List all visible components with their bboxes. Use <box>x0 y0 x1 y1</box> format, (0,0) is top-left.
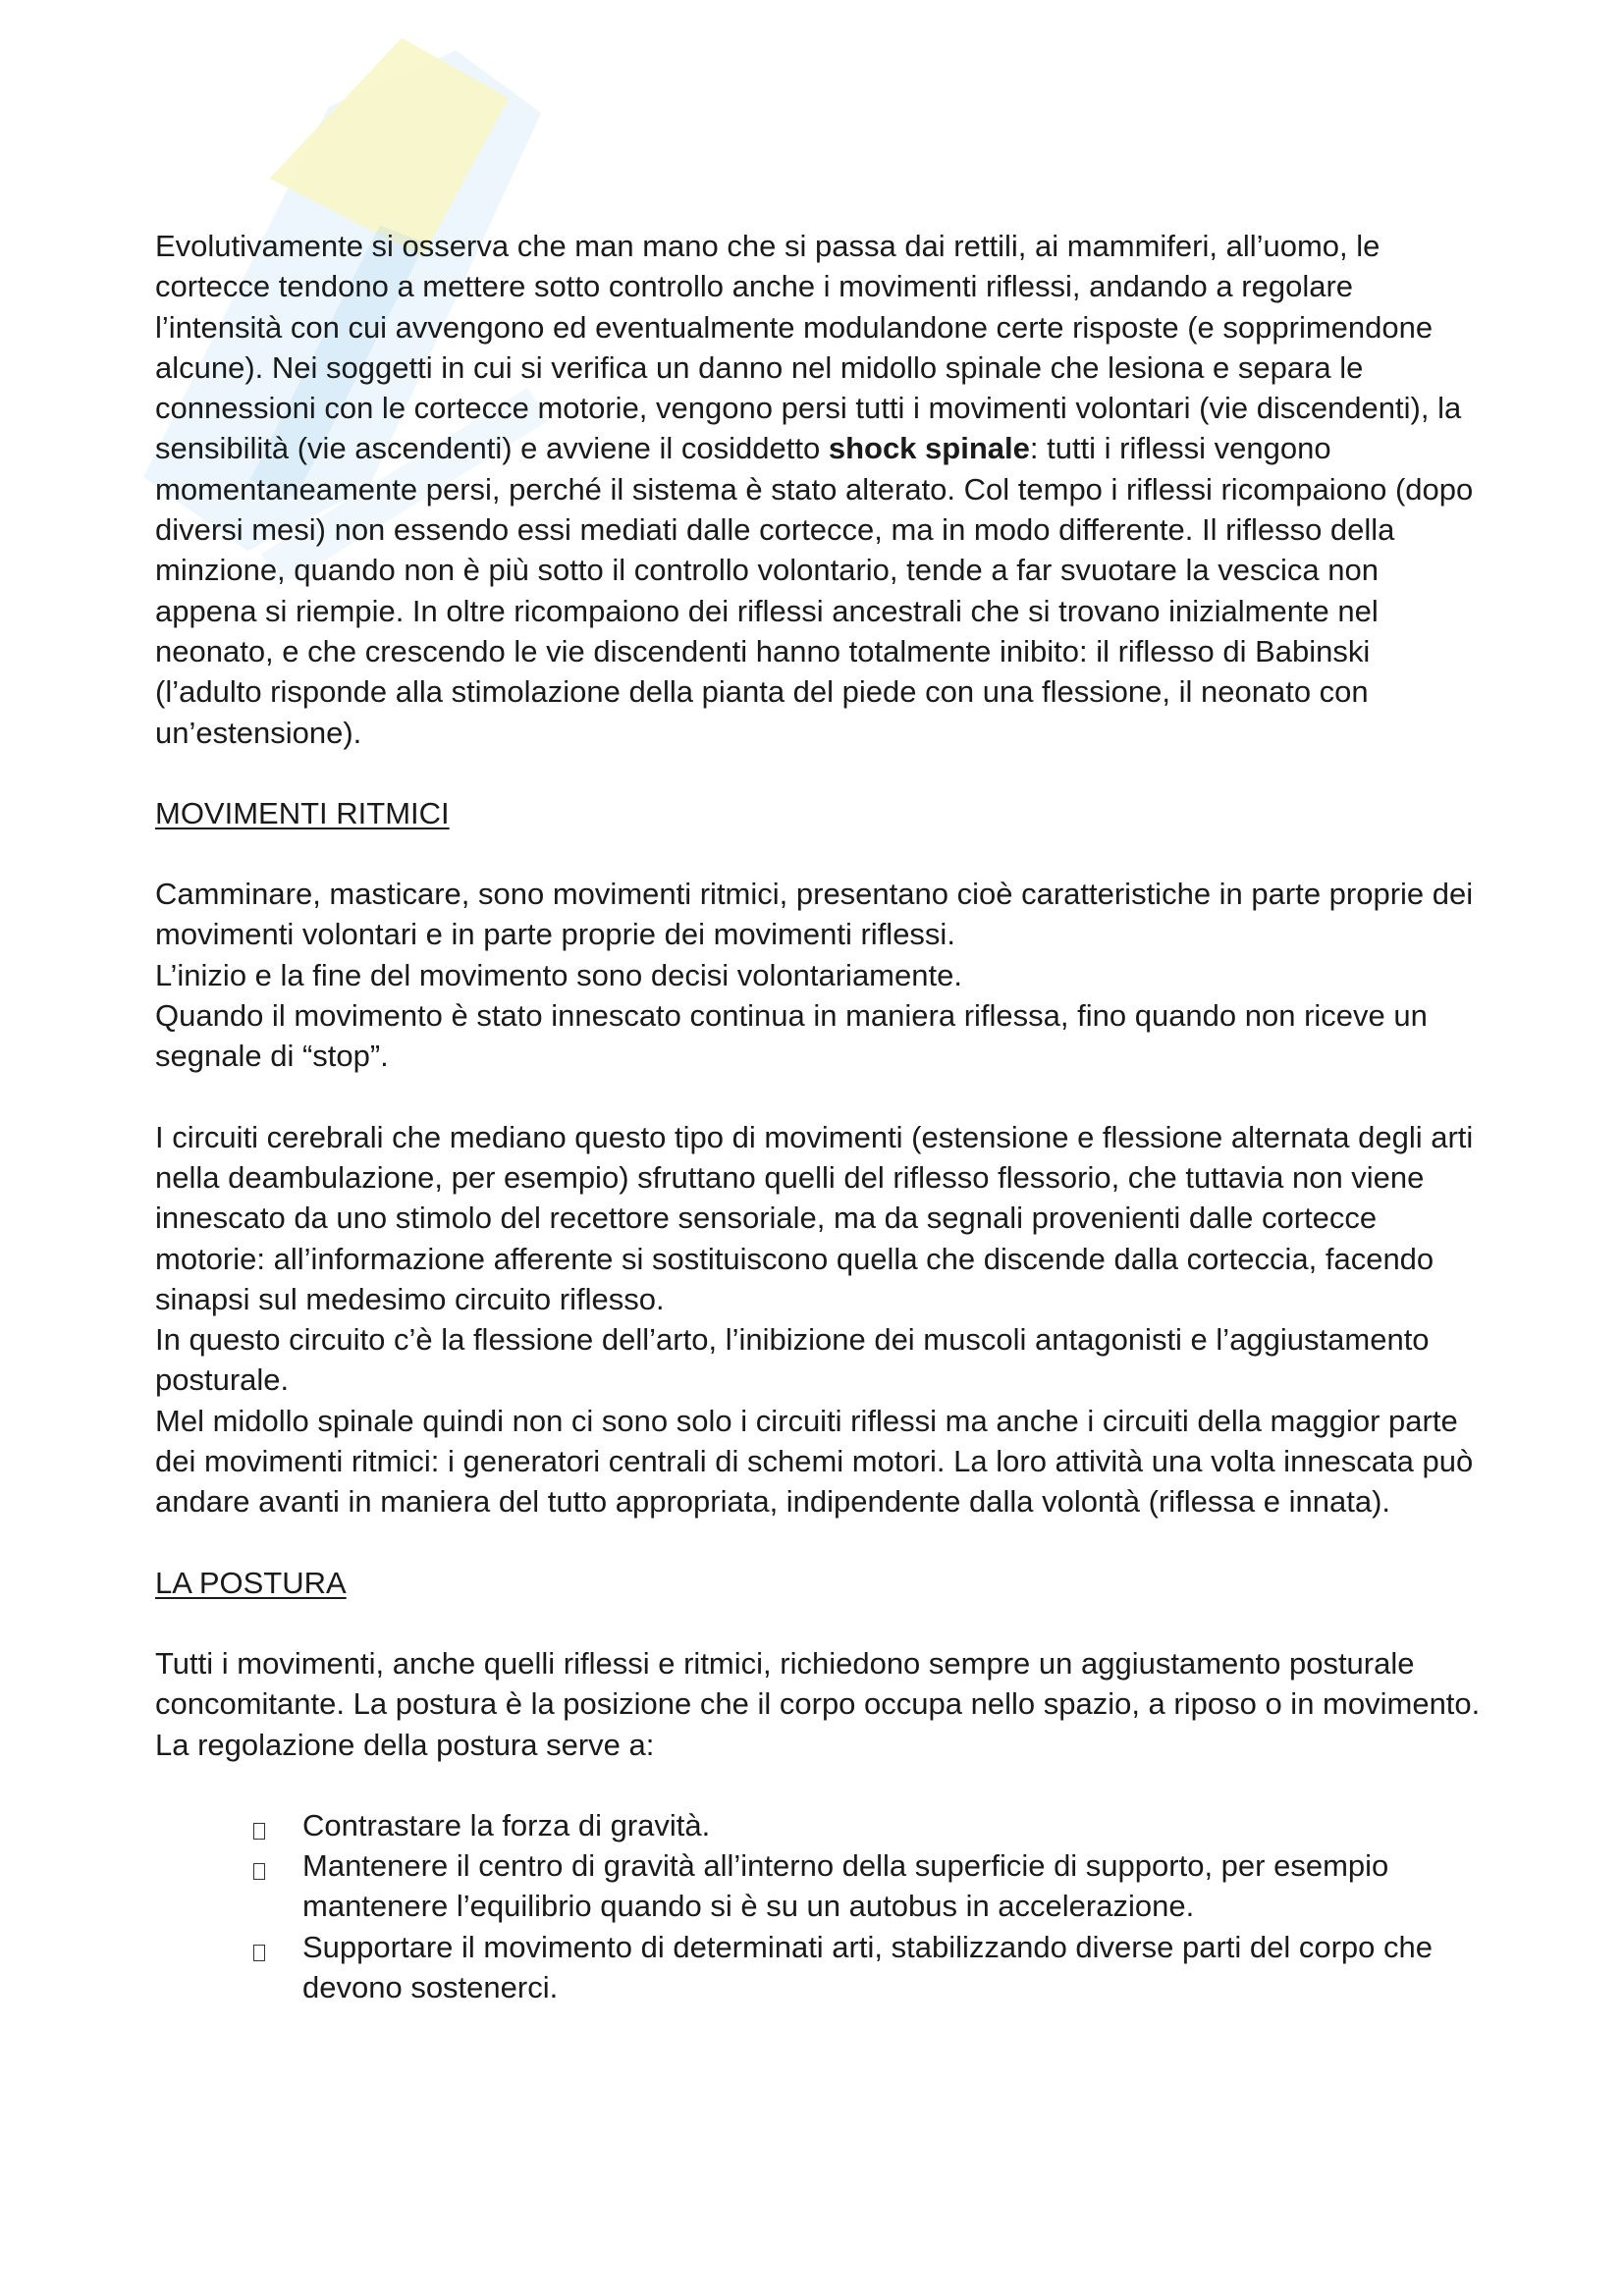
list-item <box>302 1845 1481 1927</box>
postura-bullet-list <box>155 1805 1481 2007</box>
list-item-text: Mantenere il centro di gravità all’interno della superficie di supporto, per esempio mantenere l’equilibrio quando si è su un autobus in accelerazione. <box>302 1848 1389 1924</box>
ritmici-paragraph-5: In questo circuito c’è la flessione dell’arto, l’inibizione dei muscoli antagonisti e l’aggiustamento posturale. <box>155 1322 1430 1398</box>
postura-paragraph-1: Tutti i movimenti, anche quelli riflessi e ritmici, richiedono sempre un aggiustamento posturale concomitante. La postura è la posizione che il corpo occupa nello spazio, a riposo o in movimento. <box>155 1645 1481 1722</box>
ritmici-paragraph-3: Quando il movimento è stato innescato continua in maniera riflessa, fino quando non riceve un segnale di “stop”. <box>155 998 1428 1074</box>
ritmici-paragraph-4: I circuiti cerebrali che mediano questo tipo di movimenti (estensione e flessione alternata degli arti nella deambulazione, per esempio) sfruttano quelli del riflesso flessorio, che tuttavia non viene innescato da uno stimolo del recettore sensoriale, ma da segnali provenienti dalle cortecce motorie: all’informazione afferente si sostituiscono quella che discende dalla corteccia, facendo sinapsi sul medesimo circuito riflesso. <box>155 1119 1474 1316</box>
document-page <box>155 226 1481 2007</box>
shock-spinale-term: shock spinale <box>828 431 1030 466</box>
heading-movimenti-ritmici: MOVIMENTI RITMICI <box>155 795 450 830</box>
intro-text-end: : tutti i riflessi vengono momentaneamente persi, perché il sistema è stato alterato. Col tempo i riflessi ricompaiono (dopo diversi mesi) non essendo essi mediati dalle cortecce, ma in modo differente. Il riflesso della minzione, quando non è più sotto il controllo volontario, tende a far svuotare la vescica non appena si riempie. In oltre ricompaiono dei riflessi ancestrali che si trovano inizialmente nel neonato, e che crescendo le vie discendenti hanno totalmente inibito: il riflesso di Babinski (l’adulto risponde alla stimolazione della pianta del piede con una flessione, il neonato con un’estensione). <box>155 431 1474 750</box>
list-item-text: Contrastare la forza di gravità. <box>302 1807 711 1842</box>
ritmici-paragraph-2: L’inizio e la fine del movimento sono decisi volontariamente. <box>155 957 962 992</box>
box-bullet-icon <box>253 1823 265 1840</box>
list-item-text: Supportare il movimento di determinati arti, stabilizzando diverse parti del corpo che devono sostenerci. <box>302 1929 1434 2004</box>
postura-paragraph-2: La regolazione della postura serve a: <box>155 1727 655 1762</box>
heading-la-postura: LA POSTURA <box>155 1565 347 1600</box>
box-bullet-icon <box>253 1863 265 1880</box>
list-item <box>302 1927 1481 2008</box>
intro-paragraph <box>155 226 1481 753</box>
ritmici-paragraph-1: Camminare, masticare, sono movimenti ritmici, presentano cioè caratteristiche in parte proprie dei movimenti volontari e in parte proprie dei movimenti riflessi. <box>155 877 1474 952</box>
list-item <box>302 1805 1481 1845</box>
box-bullet-icon <box>253 1945 265 1961</box>
intro-text-start: Evolutivamente si osserva che man mano che si passa dai rettili, ai mammiferi, all’uomo, le cortecce tendono a mettere sotto controllo anche i movimenti riflessi, andando a regolare l’intensità con cui avvengono ed eventualmente modulandone certe risposte (e sopprimendone alcune). Nei soggetti in cui si verifica un danno nel midollo spinale che lesiona e separa le connessioni con le cortecce motorie, vengono persi tutti i movimenti volontari (vie discendenti), la sensibilità (vie ascendenti) e avviene il cosiddetto <box>155 229 1462 466</box>
ritmici-paragraph-6: Mel midollo spinale quindi non ci sono solo i circuiti riflessi ma anche i circuiti della maggior parte dei movimenti ritmici: i generatori centrali di schemi motori. La loro attività una volta innescata può andare avanti in maniera del tutto appropriata, indipendente dalla volontà (riflessa e innata). <box>155 1403 1474 1520</box>
